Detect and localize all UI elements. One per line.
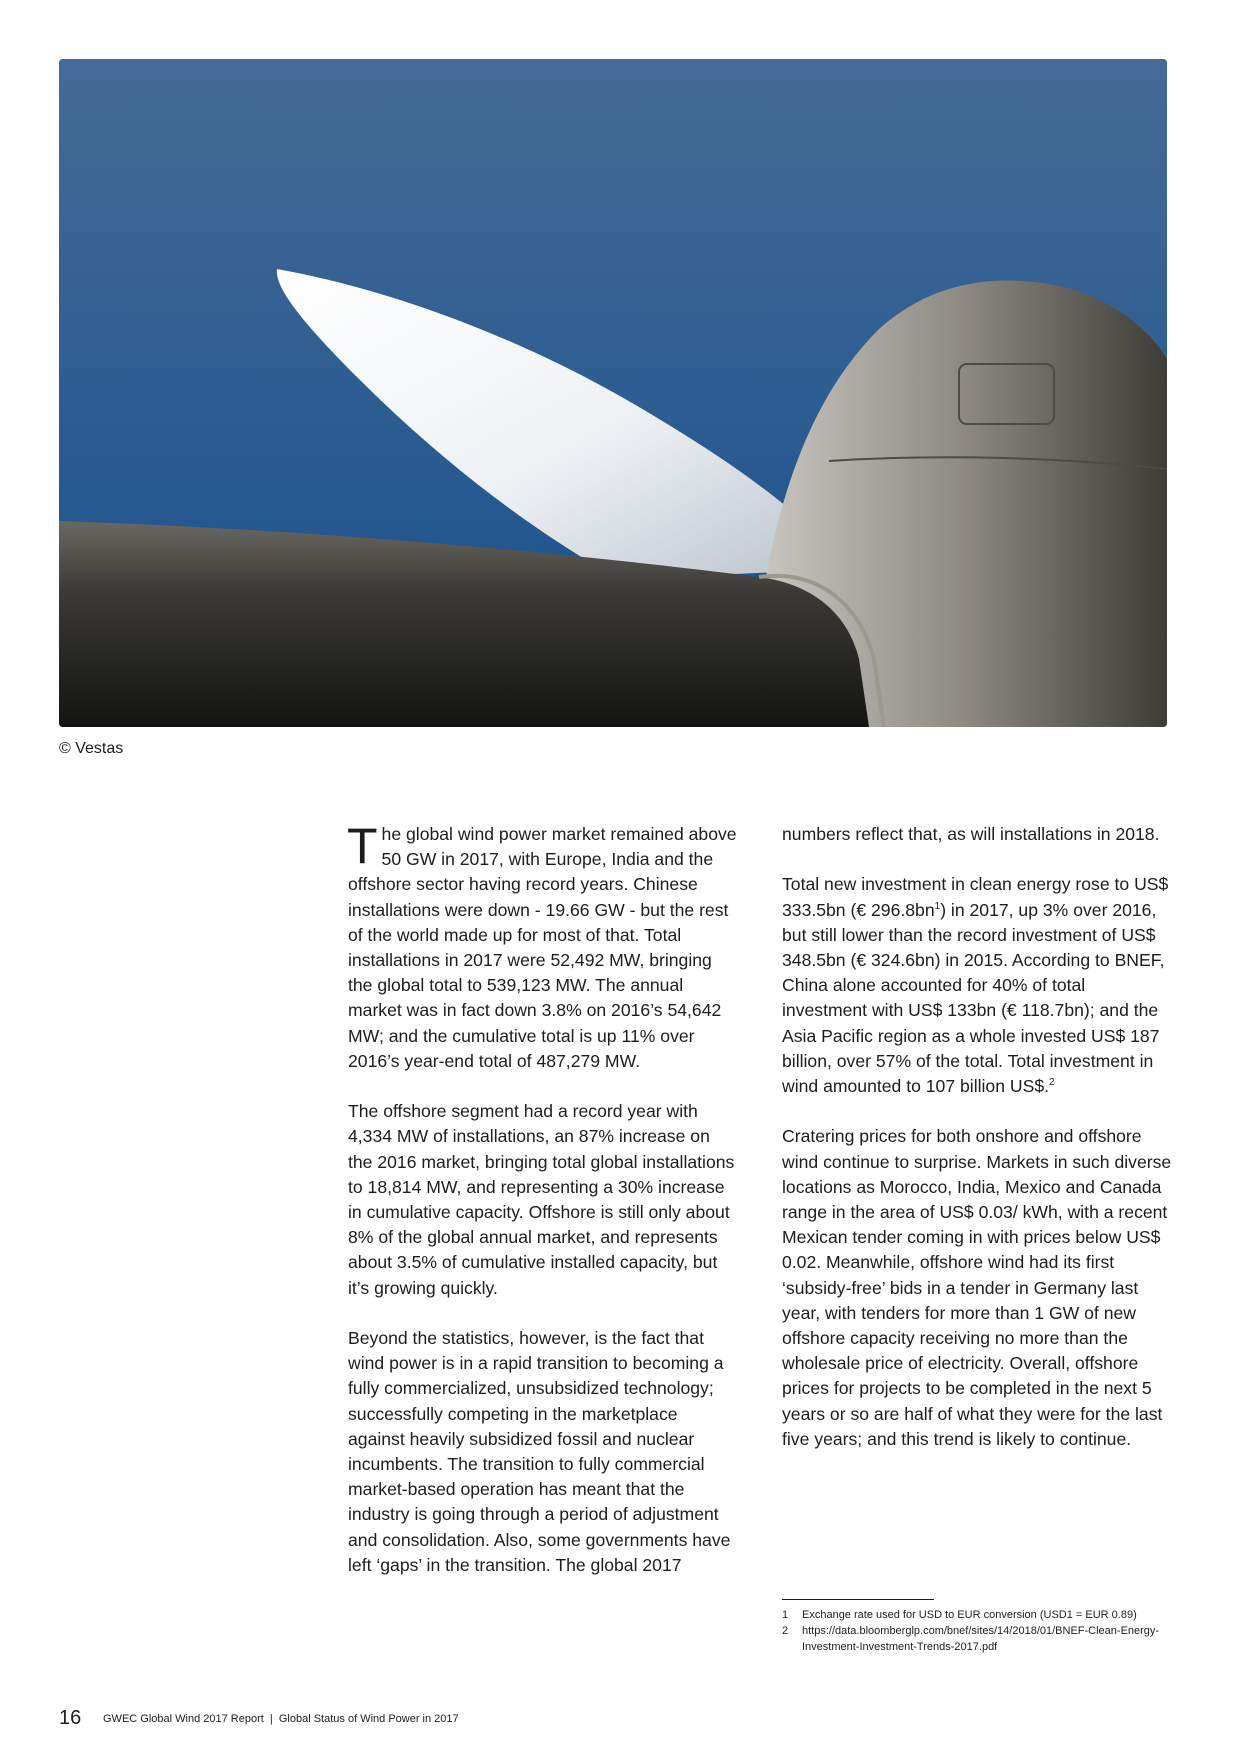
hero-photo	[59, 59, 1167, 727]
left-column	[347, 818, 738, 1603]
offshore-paragraph: The offshore segment had a record year with 4,334 MW of installations, an 87% increase on the 2016 market, bringing total global installations to 18,814 MW, and representing a 30% increase in cumulative capacity. Offshore is still only about 8% of the global annual market, and represents about 3.5% of cumulative installed capacity, but it’s growing quickly.	[348, 1101, 735, 1298]
prices-paragraph: Cratering prices for both onshore and offshore wind continue to surprise. Markets in such diverse locations as Morocco, India, Mexico and Canada range in the area of US$ 0.03/ kWh, with a recent Mexican tender coming in with prices below US$ 0.02. Meanwhile, offshore wind had its first ‘subsidy-free’ bids in a tender in Germany last year, with tenders for more than 1 GW of new offshore capacity receiving no more than the wholesale price of electricity. Overall, offshore prices for projects to be completed in the next 5 years or so are half of what they were for the last five years; and this trend is likely to continue.	[782, 1126, 1172, 1449]
footnote-text: Exchange rate used for USD to EUR conversion (USD1 = EUR 0.89)	[802, 1609, 1137, 1621]
footnote-number: 2	[782, 1625, 789, 1637]
drop-cap: T	[347, 818, 378, 874]
right-column	[782, 822, 1174, 1477]
photo-credit: © Vestas	[59, 740, 124, 757]
wind-turbine-illustration	[59, 59, 1167, 727]
transition-paragraph: Beyond the statistics, however, is the fact that wind power is in a rapid transition to becoming a fully commercialized, unsubsidized technology; successfully competing in the marketplace against heavily subsidized fossil and nuclear incumbents. The transition to fully commercial market-based operation has meant that the industry is going through a period of adjustment and consolidation. Also, some governments have left ‘gaps’ in the transition. The global 2017	[348, 1328, 731, 1575]
footnote-divider	[782, 1599, 934, 1600]
running-footer: GWEC Global Wind 2017 Report | Global Status of Wind Power in 2017	[103, 1713, 459, 1725]
investment-text-a: Total new investment in clean energy rose to US$ 333.5bn (€ 296.8bn	[782, 874, 1169, 920]
investment-paragraph	[782, 872, 1174, 1099]
footnote-link[interactable]: https://data.bloomberglp.com/bnef/sites/14/2018/01/BNEF-Clean-Energy-Investment-Investment-Trends-2017.pdf	[802, 1625, 1160, 1653]
intro-paragraph	[347, 818, 738, 1074]
footnotes	[782, 1607, 1174, 1655]
footnote-1	[782, 1607, 1174, 1623]
footnote-2	[782, 1623, 1174, 1655]
page-number: 16	[59, 1707, 82, 1729]
investment-text-b: ) in 2017, up 3% over 2016, but still lower than the record investment of US$ 348.5bn (€ 324.6bn) in 2015. According to BNEF, China alone accounted for 40% of total investment with US$ 133bn (€ 118.7bn); and the Asia Pacific region as a whole invested US$ 187 billion, over 57% of the total. Total investment in wind amounted to 107 billion US$.	[782, 899, 1165, 1097]
footnote-ref-1[interactable]: 1	[934, 900, 941, 912]
intro-text: he global wind power market remained above 50 GW in 2017, with Europe, India and the offshore sector having record years. Chinese installations were down - 19.66 GW - but the rest of the world made up for most of that. Total installations in 2017 were 52,492 MW, bringing the global total to 539,123 MW. The annual market was in fact down 3.8% on 2016’s 54,642 MW; and the cumulative total is up 11% over 2016’s year-end total of 487,279 MW.	[348, 824, 737, 1071]
footnote-number: 1	[782, 1609, 789, 1621]
continuation-paragraph: numbers reflect that, as will installations in 2018.	[782, 824, 1160, 844]
footnote-ref-2[interactable]: 2	[1049, 1077, 1055, 1089]
